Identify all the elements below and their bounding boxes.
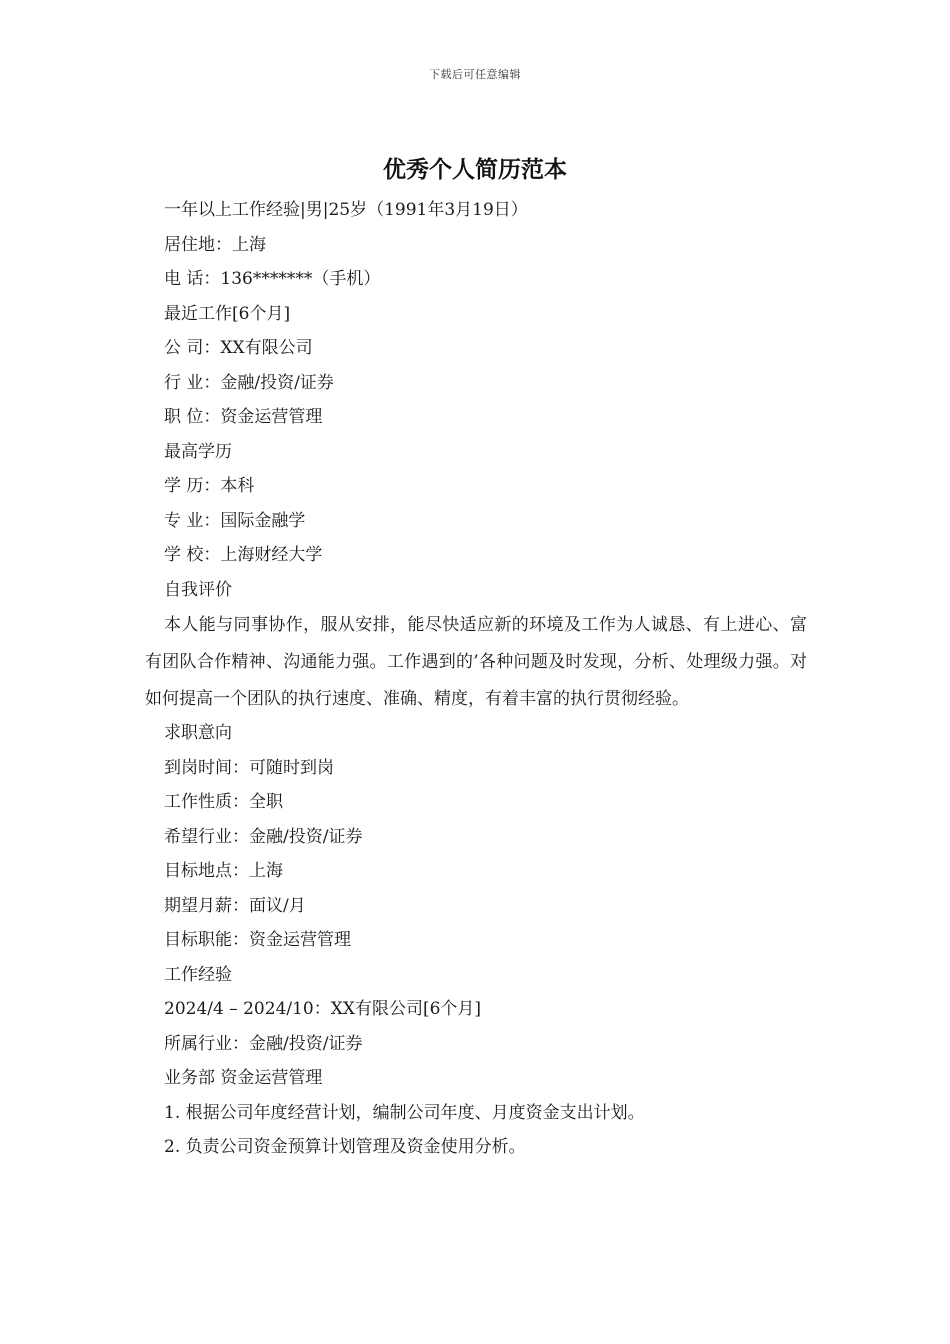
basic-info-line: 一年以上工作经验|男|25岁（1991年3月19日） (164, 200, 528, 220)
industry-line: 行 业：金融/投资/证券 (164, 372, 334, 393)
major-line: 专 业：国际金融学 (164, 510, 306, 531)
degree-line: 学 历：本科 (164, 476, 255, 496)
target-location-line: 目标地点：上海 (164, 861, 283, 881)
phone-line: 电 话：136*******（手机） (164, 269, 381, 289)
job-type-line: 工作性质：全职 (164, 792, 283, 812)
self-evaluation-heading: 自我评价 (164, 579, 232, 600)
work-experience-heading: 工作经验 (164, 964, 232, 985)
education-heading: 最高学历 (164, 441, 232, 462)
job-intention-heading: 求职意向 (164, 723, 232, 743)
position-line: 职 位：资金运营管理 (164, 407, 323, 427)
company-line: 公 司：XX有限公司 (164, 338, 313, 358)
header-note: 下载后可任意编辑 (429, 68, 521, 81)
work-industry-line: 所属行业：金融/投资/证券 (164, 1033, 363, 1054)
self-evaluation-paragraph: 本人能与同事协作，服从安排，能尽快适应新的环境及工作为人诚恳、有上进心、富有团队合作精神、沟通能力强。工作遇到的’各种问题及时发现，分析、处理级力强。对如何提高一个团队的执行速度、准确、精度，有着丰富的执行贯彻经验。 (145, 615, 807, 709)
residence-line: 居住地：上海 (164, 234, 266, 255)
resume-body (145, 193, 807, 1165)
department-line: 业务部 资金运营管理 (164, 1068, 323, 1088)
duty-item-2: 2. 负责公司资金预算计划管理及资金使用分析。 (164, 1137, 526, 1157)
document-title: 优秀个人简历范本 (383, 156, 567, 183)
school-line: 学 校：上海财经大学 (164, 545, 323, 565)
target-function-line: 目标职能：资金运营管理 (164, 930, 351, 950)
duty-item-1: 1. 根据公司年度经营计划，编制公司年度、月度资金支出计划。 (164, 1102, 645, 1123)
work-period-line: 2024/4 – 2024/10：XX有限公司[6个月] (164, 999, 482, 1019)
recent-work-heading: 最近工作[6个月] (164, 303, 291, 324)
expected-salary-line: 期望月薪：面议/月 (164, 895, 306, 916)
availability-line: 到岗时间：可随时到岗 (164, 757, 334, 778)
desired-industry-line: 希望行业：金融/投资/证券 (164, 826, 363, 847)
